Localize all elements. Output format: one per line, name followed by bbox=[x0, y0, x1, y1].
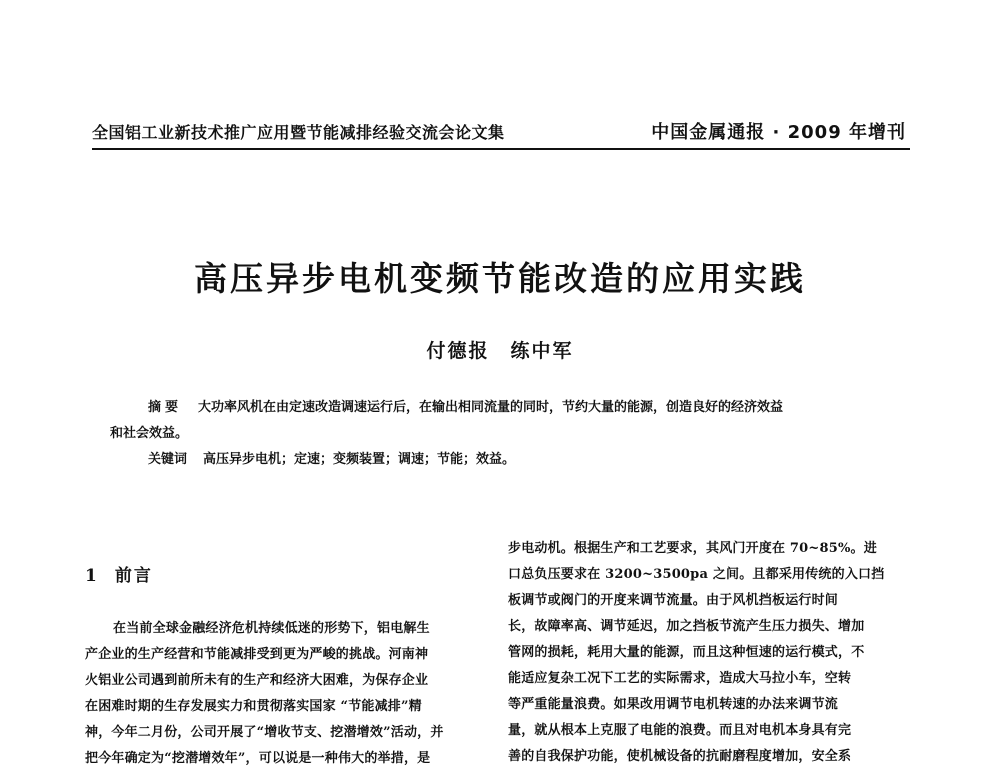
paper-authors: 付德报 练中军 bbox=[426, 340, 574, 362]
keywords-text: 高压异步电机；定速；变频装置；调速；节能；效益。 bbox=[203, 452, 516, 467]
abstract-first-line bbox=[110, 395, 910, 421]
paragraph-line: 口总负压要求在 3200~3500pa 之间。且都采用传统的入口挡 bbox=[508, 567, 885, 582]
paragraph-line: 能适应复杂工况下工艺的实际需求，造成大马拉小车，空转 bbox=[508, 671, 852, 686]
abstract-label: 摘要 bbox=[148, 400, 183, 415]
paragraph-line: 火铝业公司遇到前所未有的生产和经济大困难，为保存企业 bbox=[85, 673, 429, 688]
right-column bbox=[508, 536, 913, 770]
paragraph-line: 产企业的生产经营和节能减排受到更为严峻的挑战。河南神 bbox=[85, 647, 429, 662]
proceedings-title: 全国铝工业新技术推广应用暨节能减排经验交流会论文集 bbox=[92, 123, 505, 142]
running-header bbox=[92, 118, 910, 150]
keywords-line bbox=[110, 447, 910, 473]
paragraph-line: 把今年确定为“挖潜增效年”，可以说是一种伟大的举措，是 bbox=[85, 751, 431, 766]
journal-issue: 中国金属通报 · 2009 年增刊 bbox=[651, 122, 906, 143]
paragraph-line: 板调节或阀门的开度来调节流量。由于风机挡板运行时间 bbox=[508, 593, 839, 608]
paragraph-line: 在当前全球金融经济危机持续低迷的形势下，铝电解生 bbox=[113, 621, 430, 636]
section-title: 前言 bbox=[114, 566, 153, 586]
abstract-block bbox=[110, 395, 910, 473]
paragraph-line: 长，故障率高、调节延迟，加之挡板节流产生压力损失、增加 bbox=[508, 619, 865, 634]
paragraph-line: 等严重能量浪费。如果改用调节电机转速的办法来调节流 bbox=[508, 697, 839, 712]
paragraph-line: 步电动机。根据生产和工艺要求，其风门开度在 70~85%。进 bbox=[508, 541, 877, 556]
paragraph-line: 善的自我保护功能，使机械设备的抗耐磨程度增加，安全系 bbox=[508, 749, 852, 764]
section-number: 1 bbox=[85, 566, 99, 586]
abstract-text-2: 和社会效益。 bbox=[110, 426, 189, 441]
paragraph-line: 量，就从根本上克服了电能的浪费。而且对电机本身具有完 bbox=[508, 723, 852, 738]
keywords-label: 关键词 bbox=[148, 452, 188, 467]
abstract-text-1: 大功率风机在由定速改造调速运行后，在输出相同流量的同时，节约大量的能源，创造良好的经济效益 bbox=[198, 400, 784, 415]
left-column bbox=[85, 556, 485, 772]
paragraph-line: 在困难时期的生存发展实力和贯彻落实国家 “节能减排”精 bbox=[85, 699, 422, 714]
paragraph-line: 神，今年二月份，公司开展了“增收节支、挖潜增效”活动，并 bbox=[85, 725, 444, 740]
paragraph-line: 管网的损耗，耗用大量的能源，而且这种恒速的运行模式，不 bbox=[508, 645, 865, 660]
section-heading bbox=[85, 556, 485, 616]
paper-title: 高压异步电机变频节能改造的应用实践 bbox=[194, 259, 806, 298]
